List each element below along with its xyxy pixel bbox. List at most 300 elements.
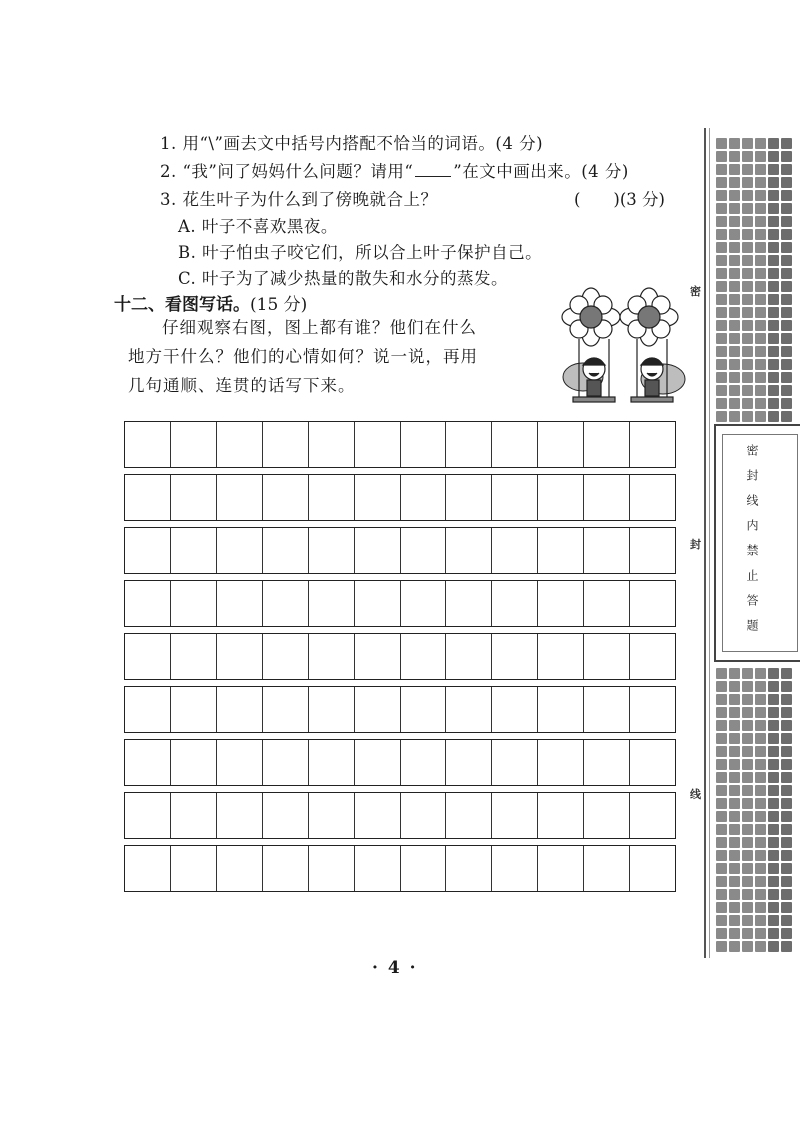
grid-cell[interactable] [263,475,309,520]
dot [742,281,753,292]
grid-cell[interactable] [538,846,584,891]
dot [768,359,779,370]
grid-cell[interactable] [584,846,630,891]
grid-cell[interactable] [217,634,263,679]
grid-cell[interactable] [171,422,217,467]
dot [716,759,727,770]
grid-cell[interactable] [401,793,447,838]
dot [742,694,753,705]
grid-cell[interactable] [630,846,675,891]
dot [716,242,727,253]
grid-cell[interactable] [355,793,401,838]
grid-cell[interactable] [309,740,355,785]
grid-cell[interactable] [125,475,171,520]
writing-grid [124,421,676,898]
dot [781,759,792,770]
grid-cell[interactable] [355,581,401,626]
dot [768,398,779,409]
dot [768,333,779,344]
dot [729,928,740,939]
grid-cell[interactable] [446,740,492,785]
grid-cell[interactable] [263,793,309,838]
grid-cell[interactable] [263,687,309,732]
dot [781,928,792,939]
dot [781,242,792,253]
dot [729,255,740,266]
dot [729,333,740,344]
grid-cell[interactable] [584,422,630,467]
grid-cell[interactable] [309,422,355,467]
grid-cell[interactable] [355,528,401,573]
dot [742,359,753,370]
grid-cell[interactable] [401,475,447,520]
grid-cell[interactable] [309,634,355,679]
grid-cell[interactable] [538,528,584,573]
dot [755,902,766,913]
grid-row [124,845,676,892]
dot [755,720,766,731]
dot [742,229,753,240]
dot [781,772,792,783]
grid-cell[interactable] [125,846,171,891]
dot [781,785,792,796]
dot [755,385,766,396]
dot [742,928,753,939]
grid-cell[interactable] [309,475,355,520]
grid-cell[interactable] [446,634,492,679]
grid-row [124,792,676,839]
dot [729,837,740,848]
grid-cell[interactable] [630,793,675,838]
grid-cell[interactable] [401,581,447,626]
grid-cell[interactable] [630,475,675,520]
dot [755,151,766,162]
dot [716,268,727,279]
dot [768,372,779,383]
grid-cell[interactable] [630,740,675,785]
question-1: 1. 用“\”画去文中括号内搭配不恰当的词语。(4 分) [160,134,544,153]
dot [755,850,766,861]
grid-cell[interactable] [171,634,217,679]
section-title-text: 十二、看图写话。 [114,295,250,315]
grid-cell[interactable] [446,422,492,467]
dot [716,255,727,266]
dot [729,876,740,887]
dot-pattern-bottom [716,668,792,952]
dot [755,798,766,809]
grid-cell[interactable] [492,793,538,838]
grid-cell[interactable] [446,793,492,838]
dot [755,242,766,253]
dot [729,863,740,874]
grid-cell[interactable] [217,687,263,732]
option-b: B. 叶子怕虫子咬它们，所以合上叶子保护自己。 [178,243,543,262]
grid-cell[interactable] [492,475,538,520]
grid-cell[interactable] [355,422,401,467]
dot [729,346,740,357]
dot [755,668,766,679]
grid-cell[interactable] [584,793,630,838]
grid-cell[interactable] [171,528,217,573]
dot [768,242,779,253]
question-2-text-b: ”在文中画出来。(4 分) [453,162,629,181]
dot [768,190,779,201]
dot [781,177,792,188]
grid-row [124,527,676,574]
dot [742,915,753,926]
dot [742,759,753,770]
dot [781,798,792,809]
grid-cell[interactable] [263,846,309,891]
grid-cell[interactable] [401,846,447,891]
dot [716,216,727,227]
grid-cell[interactable] [584,581,630,626]
dot [729,242,740,253]
dot [781,203,792,214]
grid-cell[interactable] [309,528,355,573]
dot [768,307,779,318]
dot [729,720,740,731]
dot [768,385,779,396]
dot [742,850,753,861]
grid-row [124,474,676,521]
dot [729,138,740,149]
grid-cell[interactable] [217,793,263,838]
grid-cell[interactable] [263,634,309,679]
grid-cell[interactable] [171,475,217,520]
dot [768,281,779,292]
dot [716,889,727,900]
dot [742,411,753,422]
dot [781,720,792,731]
grid-cell[interactable] [217,581,263,626]
dot [755,229,766,240]
dot [781,307,792,318]
dot [716,733,727,744]
dot [781,138,792,149]
grid-cell[interactable] [630,581,675,626]
grid-cell[interactable] [355,846,401,891]
grid-cell[interactable] [401,740,447,785]
dot [742,164,753,175]
dot [781,372,792,383]
dot [768,346,779,357]
grid-cell[interactable] [446,475,492,520]
grid-cell[interactable] [125,581,171,626]
grid-cell[interactable] [538,793,584,838]
grid-cell[interactable] [630,422,675,467]
notice-text: 密封线内禁止答题 [745,444,759,644]
grid-cell[interactable] [630,634,675,679]
dot [755,398,766,409]
dot [729,164,740,175]
dot [729,229,740,240]
grid-cell[interactable] [492,422,538,467]
grid-cell[interactable] [125,528,171,573]
dot [716,346,727,357]
page-number: · 4 · [372,958,418,978]
dot [716,151,727,162]
dot [781,333,792,344]
dot [768,203,779,214]
dot [729,824,740,835]
grid-cell[interactable] [263,528,309,573]
grid-cell[interactable] [125,687,171,732]
dot [742,320,753,331]
writing-prompt [128,313,478,400]
dot [742,837,753,848]
grid-cell[interactable] [125,422,171,467]
dot [716,190,727,201]
dot [716,203,727,214]
dot [729,668,740,679]
grid-cell[interactable] [446,846,492,891]
grid-cell[interactable] [401,422,447,467]
dot [781,255,792,266]
dot [781,915,792,926]
question-2-text-a: 2. “我”问了妈妈什么问题？请用“ [160,162,414,181]
dot [755,190,766,201]
question-3-answer-paren: ( )(3 分) [574,190,665,209]
grid-cell[interactable] [309,687,355,732]
dot [742,294,753,305]
grid-cell[interactable] [584,687,630,732]
grid-cell[interactable] [492,846,538,891]
grid-cell[interactable] [584,475,630,520]
grid-cell[interactable] [355,475,401,520]
dot [742,398,753,409]
dot [768,811,779,822]
dot [729,385,740,396]
grid-cell[interactable] [401,634,447,679]
grid-cell[interactable] [309,846,355,891]
grid-cell[interactable] [492,634,538,679]
grid-row [124,739,676,786]
dot [729,902,740,913]
grid-cell[interactable] [217,740,263,785]
dot [768,837,779,848]
dot [768,294,779,305]
dot [768,411,779,422]
dot [716,411,727,422]
grid-cell[interactable] [217,846,263,891]
dot [768,824,779,835]
grid-cell[interactable] [538,687,584,732]
dot [755,203,766,214]
dot [742,242,753,253]
dot [742,863,753,874]
dot [716,694,727,705]
dot [755,372,766,383]
option-c: C. 叶子为了减少热量的散失和水分的蒸发。 [178,269,509,288]
dot [768,138,779,149]
dot [716,902,727,913]
dot [781,889,792,900]
dot [755,824,766,835]
grid-cell[interactable] [355,687,401,732]
dot [729,203,740,214]
dot [742,216,753,227]
dot [755,707,766,718]
dot [742,151,753,162]
dot [781,294,792,305]
grid-cell[interactable] [263,581,309,626]
dot [768,902,779,913]
dot [781,385,792,396]
dot [755,164,766,175]
grid-row [124,633,676,680]
dot [729,785,740,796]
grid-cell[interactable] [630,528,675,573]
dot [729,733,740,744]
dot [729,307,740,318]
grid-row [124,686,676,733]
dot [716,320,727,331]
grid-cell[interactable] [630,687,675,732]
dot [755,876,766,887]
dot [755,733,766,744]
dot [742,177,753,188]
grid-cell[interactable] [492,687,538,732]
grid-cell[interactable] [538,475,584,520]
dot [729,694,740,705]
grid-cell[interactable] [446,581,492,626]
option-a: A. 叶子不喜欢黑夜。 [178,217,338,236]
grid-cell[interactable] [355,634,401,679]
dot [755,255,766,266]
dot [716,333,727,344]
grid-cell[interactable] [401,687,447,732]
dot [755,359,766,370]
dot [716,772,727,783]
dot [729,190,740,201]
dot [755,268,766,279]
dot [768,915,779,926]
dot [716,785,727,796]
dot [755,915,766,926]
dot [742,346,753,357]
dot [781,863,792,874]
dot [729,915,740,926]
dot [768,268,779,279]
grid-cell[interactable] [263,422,309,467]
grid-cell[interactable] [217,422,263,467]
grid-cell[interactable] [446,687,492,732]
grid-cell[interactable] [125,740,171,785]
grid-cell[interactable] [125,793,171,838]
grid-cell[interactable] [584,528,630,573]
dot [768,177,779,188]
dot [781,733,792,744]
dot [729,772,740,783]
dot [742,190,753,201]
dot [781,837,792,848]
dot [716,398,727,409]
dot [781,707,792,718]
dot [781,681,792,692]
dot [716,720,727,731]
dot [768,720,779,731]
dot [755,746,766,757]
dot [716,863,727,874]
dot [742,720,753,731]
dot [755,889,766,900]
dot [729,681,740,692]
dot [768,229,779,240]
binding-line-inner [709,128,710,958]
dot [742,798,753,809]
grid-cell[interactable] [217,528,263,573]
grid-cell[interactable] [125,634,171,679]
dot [781,694,792,705]
dot [716,798,727,809]
dot [729,798,740,809]
prompt-line-2: 地方干什么？他们的心情如何？说一说，再用 [128,347,478,366]
dot [755,138,766,149]
dot [716,850,727,861]
grid-cell[interactable] [171,846,217,891]
section-points: (15 分) [250,295,308,315]
grid-cell[interactable] [492,581,538,626]
dot [742,811,753,822]
grid-cell[interactable] [492,740,538,785]
grid-cell[interactable] [171,793,217,838]
grid-cell[interactable] [446,528,492,573]
dot [755,177,766,188]
grid-cell[interactable] [538,634,584,679]
grid-cell[interactable] [355,740,401,785]
dot [781,359,792,370]
grid-cell[interactable] [309,581,355,626]
grid-cell[interactable] [492,528,538,573]
dot [781,346,792,357]
dot [729,707,740,718]
grid-cell[interactable] [584,740,630,785]
grid-cell[interactable] [171,687,217,732]
grid-cell[interactable] [538,581,584,626]
dot [716,824,727,835]
grid-cell[interactable] [171,740,217,785]
dot [768,255,779,266]
grid-cell[interactable] [309,793,355,838]
dot [729,941,740,952]
dot [781,941,792,952]
grid-cell[interactable] [401,528,447,573]
dot [729,216,740,227]
section-title [114,290,307,315]
dot [729,850,740,861]
grid-cell[interactable] [538,740,584,785]
dot [716,746,727,757]
dot [768,746,779,757]
grid-cell[interactable] [217,475,263,520]
dot [729,411,740,422]
dot [768,216,779,227]
dot [768,668,779,679]
dot [742,707,753,718]
dot [729,268,740,279]
grid-cell[interactable] [171,581,217,626]
dot [729,177,740,188]
dot [716,668,727,679]
grid-cell[interactable] [584,634,630,679]
grid-cell[interactable] [263,740,309,785]
dot [781,411,792,422]
grid-cell[interactable] [538,422,584,467]
dot [729,372,740,383]
dot [781,268,792,279]
dot [742,941,753,952]
